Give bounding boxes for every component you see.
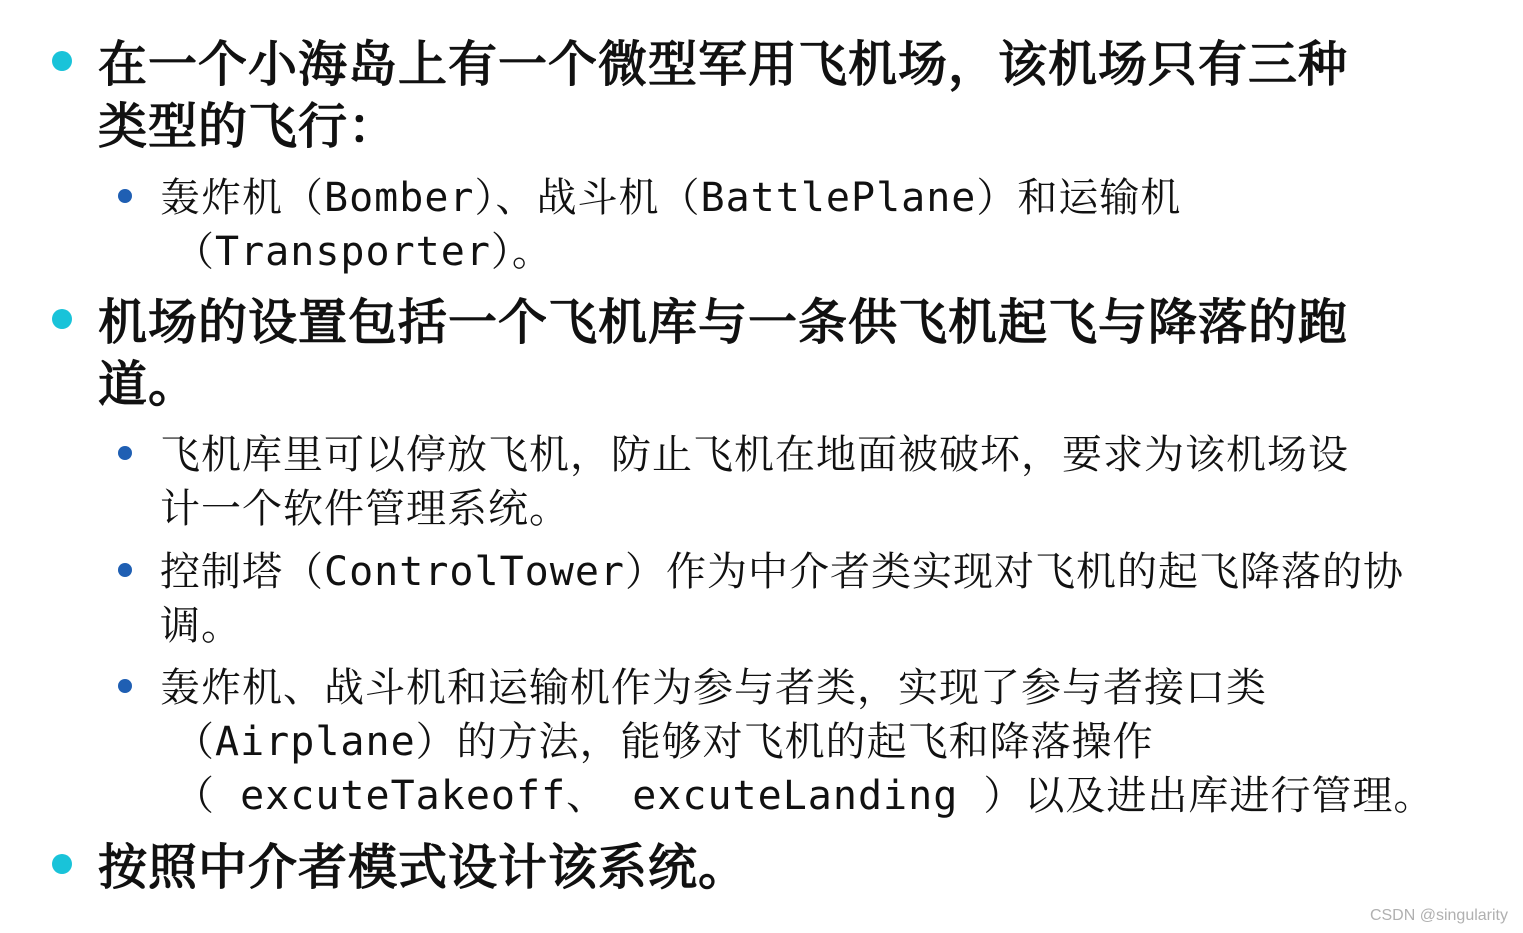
bullet-line: 调。 bbox=[160, 603, 242, 649]
bullet-text bbox=[160, 661, 1434, 823]
bullet-text bbox=[160, 545, 1404, 653]
bullet-line: （Transporter）。 bbox=[174, 229, 553, 275]
level2-bullet-icon bbox=[118, 679, 132, 693]
csdn-watermark: CSDN @singularity bbox=[1369, 907, 1508, 924]
bullet-item-design-task bbox=[52, 836, 748, 898]
level1-bullet-icon bbox=[52, 854, 72, 874]
sub-bullet-item-hangar bbox=[118, 428, 1349, 536]
bullet-item-airport-intro bbox=[52, 33, 1348, 157]
bullet-text bbox=[98, 291, 1348, 415]
bullet-line: （ excuteTakeoff、 excuteLanding ）以及进出库进行管理。 bbox=[174, 773, 1435, 819]
bullet-line: 轰炸机、战斗机和运输机作为参与者类，实现了参与者接口类 bbox=[160, 665, 1267, 711]
bullet-line: 控制塔（ControlTower）作为中介者类实现对飞机的起飞降落的协 bbox=[160, 549, 1404, 595]
level1-bullet-icon bbox=[52, 309, 72, 329]
level2-bullet-icon bbox=[118, 189, 132, 203]
sub-bullet-item-aircraft-types bbox=[118, 171, 1181, 279]
bullet-line: 类型的飞行： bbox=[98, 97, 399, 155]
level1-bullet-icon bbox=[52, 51, 72, 71]
bullet-line: 在一个小海岛上有一个微型军用飞机场，该机场只有三种 bbox=[98, 35, 1349, 93]
bullet-text bbox=[160, 171, 1181, 279]
sub-bullet-item-participants bbox=[118, 661, 1434, 823]
bullet-line: 道。 bbox=[98, 355, 199, 413]
bullet-line: 计一个软件管理系统。 bbox=[160, 486, 570, 532]
bullet-line: 机场的设置包括一个飞机库与一条供飞机起飞与降落的跑 bbox=[98, 293, 1349, 351]
bullet-item-airport-setup bbox=[52, 291, 1348, 415]
bullet-text bbox=[98, 33, 1348, 157]
level2-bullet-icon bbox=[118, 446, 132, 460]
bullet-line: 按照中介者模式设计该系统。 bbox=[98, 838, 749, 896]
bullet-text bbox=[98, 836, 748, 898]
bullet-line: （Airplane）的方法，能够对飞机的起飞和降落操作 bbox=[174, 719, 1154, 765]
level2-bullet-icon bbox=[118, 563, 132, 577]
bullet-line: 飞机库里可以停放飞机，防止飞机在地面被破坏，要求为该机场设 bbox=[160, 432, 1349, 478]
sub-bullet-item-control-tower bbox=[118, 545, 1404, 653]
bullet-text bbox=[160, 428, 1349, 536]
bullet-line: 轰炸机（Bomber）、战斗机（BattlePlane）和运输机 bbox=[160, 175, 1182, 221]
